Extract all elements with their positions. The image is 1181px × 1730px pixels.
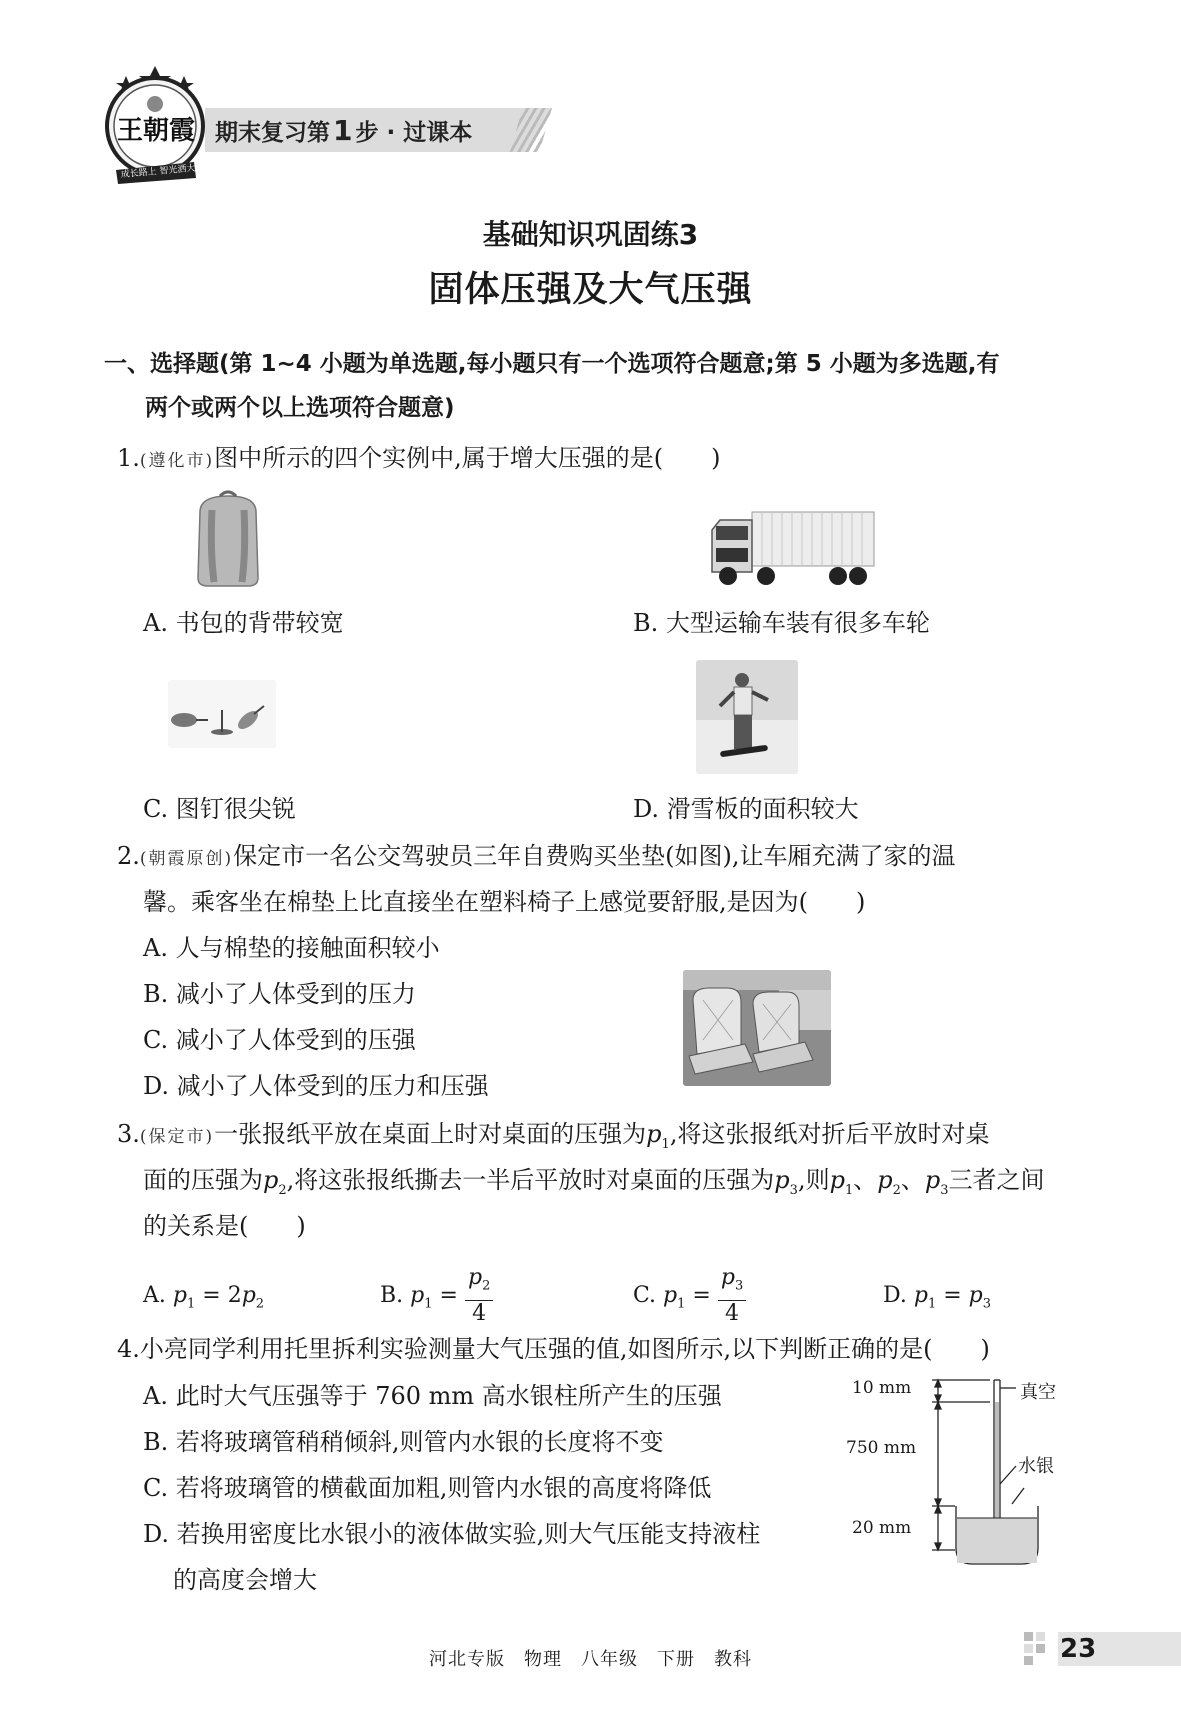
q1-option-d: D. 滑雪板的面积较大: [633, 795, 859, 823]
q2-stem-line2: 馨。乘客坐在棉垫上比直接坐在塑料椅子上感觉要舒服,是因为( ): [143, 888, 866, 916]
q1-stem: [117, 442, 721, 477]
page-number: 23: [1060, 1634, 1097, 1664]
truck-image: [706, 508, 876, 592]
q4-option-b: B. 若将玻璃管稍稍倾斜,则管内水银的长度将不变: [143, 1428, 664, 1456]
q4-option-a: A. 此时大气压强等于 760 mm 高水银柱所产生的压强: [143, 1382, 722, 1410]
bus-seats-image: [683, 970, 831, 1086]
section-heading-line1: 一、选择题(第 1~4 小题为单选题,每小题只有一个选项符合题意;第 5 小题为多选题,有: [104, 351, 1000, 377]
q2-stem-line1: [117, 840, 956, 875]
q4-option-d-line1: D. 若换用密度比水银小的液体做实验,则大气压能支持液柱: [143, 1520, 761, 1548]
pushpins-image: [168, 680, 276, 748]
label-mercury: 水银: [1018, 1456, 1054, 1477]
q2-number: 2.: [117, 842, 140, 870]
q1-option-c: C. 图钉很尖锐: [143, 795, 296, 823]
logo-slogan: 成长路上 智光洒大: [120, 163, 196, 181]
q3-option-c: C. $p_1$ = $\frac{p_3}{4}$: [633, 1260, 746, 1340]
logo-badge: [96, 62, 214, 186]
q3-stem-line2: 面的压强为$p_2$,将这张报纸撕去一半后平放时对桌面的压强为$p_3$,则$p_1$、$p_2$、$p_3$三者之间: [143, 1166, 1045, 1198]
snowboarder-image: [696, 660, 798, 774]
section-heading-line2: 两个或两个以上选项符合题意): [145, 395, 455, 421]
q4-stem: [117, 1333, 990, 1365]
page-subtitle: 基础知识巩固练3: [482, 218, 699, 251]
label-vacuum: 真空: [1020, 1382, 1056, 1403]
q3-stem1a: 一张报纸平放在桌面上时对桌面的压强为: [214, 1120, 647, 1148]
footer-page-decor: [1024, 1632, 1058, 1666]
q3-p1: p: [646, 1120, 662, 1148]
q2-option-c: C. 减小了人体受到的压强: [143, 1026, 416, 1054]
footer-edition: 河北专版 物理 八年级 下册 教科: [429, 1649, 752, 1670]
q2-source: (朝霞原创): [139, 849, 234, 869]
q3-stem-line1: 3.(保定市)一张报纸平放在桌面上时对桌面的压强为$p_1$,将这张报纸对折后平放时对桌: [117, 1120, 990, 1152]
logo-name: 王朝霞: [116, 116, 195, 146]
q1-stem-text: 图中所示的四个实例中,属于增大压强的是( ): [214, 444, 721, 472]
backpack-image: [188, 490, 268, 590]
q4-option-c: C. 若将玻璃管的横截面加粗,则管内水银的高度将降低: [143, 1474, 712, 1502]
q2-option-d: D. 减小了人体受到的压力和压强: [143, 1072, 489, 1100]
q3-option-d: D. $p_1 = p_3$: [883, 1283, 992, 1312]
q1-source: (遵化市): [139, 451, 215, 471]
banner-prefix: 期末复习第: [215, 120, 330, 146]
q3-option-b-fraction: $\frac{p_2}{4}$: [465, 1265, 493, 1326]
torricelli-diagram: [846, 1368, 1080, 1568]
banner-suffix: 步 · 过课本: [355, 120, 473, 146]
q1-number: 1.: [117, 444, 140, 472]
q2-option-a: A. 人与棉垫的接触面积较小: [143, 934, 440, 962]
q2-stem-text1: 保定市一名公交驾驶员三年自费购买坐垫(如图),让车厢充满了家的温: [233, 842, 956, 870]
header-banner-text: [215, 114, 472, 147]
q3-option-b: B. $p_1$ = $\frac{p_2}{4}$: [380, 1260, 493, 1340]
q2-option-b: B. 减小了人体受到的压力: [143, 980, 416, 1008]
q3-option-a: A. $p_1 = 2p_2$: [143, 1283, 265, 1312]
q3-source: (保定市): [139, 1127, 215, 1147]
q3-stem1b: ,将这张报纸对折后平放时对桌: [669, 1120, 990, 1148]
label-10mm: 10 mm: [852, 1378, 912, 1398]
banner-number: 1: [333, 114, 353, 147]
q3-option-c-fraction: $\frac{p_3}{4}$: [718, 1265, 746, 1326]
q1-option-a: A. 书包的背带较宽: [143, 609, 344, 637]
q1-option-b: B. 大型运输车装有很多车轮: [633, 609, 930, 637]
q4-option-d-line2: 的高度会增大: [173, 1566, 317, 1594]
q4-stem-text: 小亮同学利用托里拆利实验测量大气压强的值,如图所示,以下判断正确的是( ): [139, 1335, 990, 1363]
label-20mm: 20 mm: [852, 1518, 912, 1538]
label-750mm: 750 mm: [846, 1438, 917, 1458]
q3-stem-line3: 的关系是( ): [143, 1212, 306, 1240]
q3-number: 3.: [117, 1120, 140, 1148]
page-title: 固体压强及大气压强: [428, 270, 753, 310]
q4-number: 4.: [117, 1335, 140, 1363]
